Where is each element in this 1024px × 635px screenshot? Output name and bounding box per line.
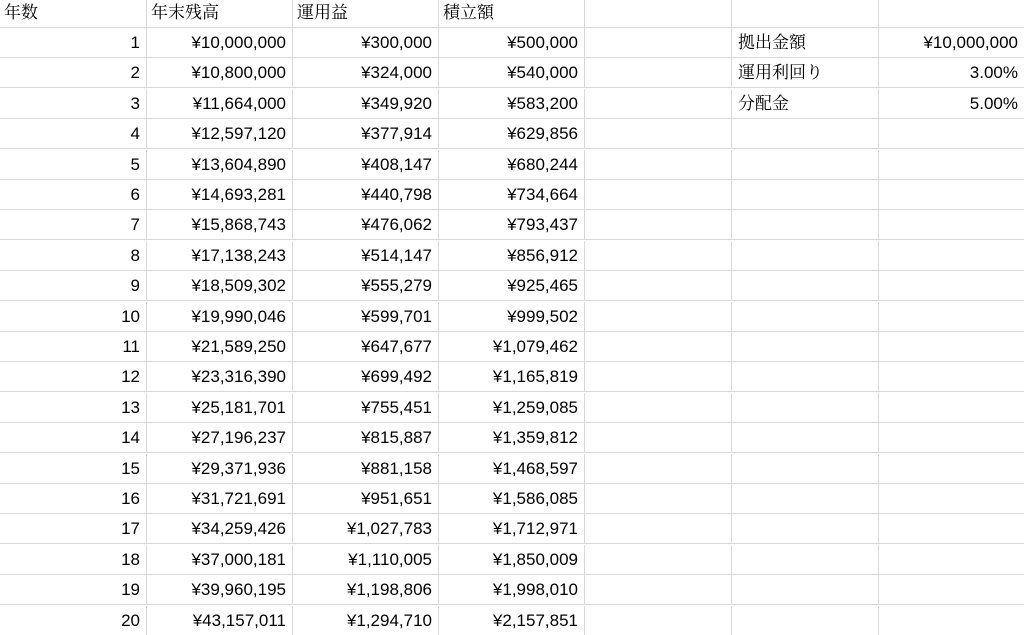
- empty-cell[interactable]: [732, 393, 879, 423]
- deposit-cell[interactable]: ¥540,000: [439, 58, 585, 88]
- gain-cell[interactable]: ¥324,000: [293, 58, 439, 88]
- empty-cell[interactable]: [585, 454, 732, 484]
- empty-cell[interactable]: [879, 606, 1024, 635]
- year-cell[interactable]: 17: [0, 514, 147, 544]
- empty-cell[interactable]: [585, 241, 732, 271]
- empty-cell[interactable]: [585, 180, 732, 210]
- gain-cell[interactable]: ¥599,701: [293, 302, 439, 332]
- table-row: [0, 241, 1024, 271]
- year-cell[interactable]: 16: [0, 484, 147, 514]
- balance-cell[interactable]: ¥10,000,000: [147, 28, 293, 58]
- header-cell-gain[interactable]: 運用益: [293, 0, 439, 28]
- year-cell[interactable]: 12: [0, 362, 147, 392]
- deposit-cell[interactable]: ¥629,856: [439, 119, 585, 149]
- empty-cell[interactable]: [732, 119, 879, 149]
- empty-cell[interactable]: [879, 514, 1024, 544]
- table-row: [0, 150, 1024, 180]
- year-cell[interactable]: 19: [0, 575, 147, 605]
- year-cell[interactable]: 20: [0, 606, 147, 635]
- table-row: [0, 210, 1024, 240]
- gain-cell[interactable]: ¥647,677: [293, 332, 439, 362]
- deposit-cell[interactable]: ¥680,244: [439, 150, 585, 180]
- empty-cell[interactable]: [732, 484, 879, 514]
- empty-cell[interactable]: [879, 180, 1024, 210]
- empty-cell[interactable]: [879, 119, 1024, 149]
- deposit-cell[interactable]: ¥925,465: [439, 271, 585, 301]
- year-cell[interactable]: 8: [0, 241, 147, 271]
- empty-cell[interactable]: [585, 89, 732, 119]
- table-row: [0, 362, 1024, 392]
- table-row: [0, 454, 1024, 484]
- empty-cell[interactable]: [879, 575, 1024, 605]
- gain-cell[interactable]: ¥699,492: [293, 362, 439, 392]
- deposit-cell[interactable]: ¥1,586,085: [439, 484, 585, 514]
- gain-cell[interactable]: ¥440,798: [293, 180, 439, 210]
- empty-cell[interactable]: [732, 180, 879, 210]
- balance-cell[interactable]: ¥21,589,250: [147, 332, 293, 362]
- balance-cell[interactable]: ¥43,157,011: [147, 606, 293, 635]
- header-cell-year[interactable]: 年数: [0, 0, 147, 28]
- balance-cell[interactable]: ¥31,721,691: [147, 484, 293, 514]
- deposit-cell[interactable]: ¥793,437: [439, 210, 585, 240]
- empty-cell[interactable]: [585, 393, 732, 423]
- balance-cell[interactable]: ¥19,990,046: [147, 302, 293, 332]
- balance-cell[interactable]: ¥39,960,195: [147, 575, 293, 605]
- year-cell[interactable]: 4: [0, 119, 147, 149]
- empty-cell[interactable]: [732, 362, 879, 392]
- gain-cell[interactable]: ¥1,110,005: [293, 545, 439, 575]
- empty-cell[interactable]: [732, 0, 879, 28]
- empty-cell[interactable]: [879, 241, 1024, 271]
- table-row: [0, 575, 1024, 605]
- header-row: [0, 0, 1024, 28]
- empty-cell[interactable]: [585, 575, 732, 605]
- gain-cell[interactable]: ¥377,914: [293, 119, 439, 149]
- table-row: [0, 271, 1024, 301]
- empty-cell[interactable]: [732, 545, 879, 575]
- balance-cell[interactable]: ¥29,371,936: [147, 454, 293, 484]
- deposit-cell[interactable]: ¥583,200: [439, 89, 585, 119]
- empty-cell[interactable]: [732, 606, 879, 635]
- gain-cell[interactable]: ¥951,651: [293, 484, 439, 514]
- gain-cell[interactable]: ¥881,158: [293, 454, 439, 484]
- gain-cell[interactable]: ¥300,000: [293, 28, 439, 58]
- empty-cell[interactable]: [732, 271, 879, 301]
- empty-cell[interactable]: [585, 271, 732, 301]
- table-row: [0, 484, 1024, 514]
- year-cell[interactable]: 11: [0, 332, 147, 362]
- year-cell[interactable]: 18: [0, 545, 147, 575]
- deposit-cell[interactable]: ¥1,850,009: [439, 545, 585, 575]
- param-value-cell[interactable]: 3.00%: [879, 58, 1024, 88]
- balance-cell[interactable]: ¥12,597,120: [147, 119, 293, 149]
- deposit-cell[interactable]: ¥999,502: [439, 302, 585, 332]
- table-row: [0, 393, 1024, 423]
- empty-cell[interactable]: [585, 210, 732, 240]
- gain-cell[interactable]: ¥349,920: [293, 89, 439, 119]
- balance-cell[interactable]: ¥10,800,000: [147, 58, 293, 88]
- year-cell[interactable]: 15: [0, 454, 147, 484]
- header-cell-deposit[interactable]: 積立額: [439, 0, 585, 28]
- balance-cell[interactable]: ¥23,316,390: [147, 362, 293, 392]
- deposit-cell[interactable]: ¥1,712,971: [439, 514, 585, 544]
- year-cell[interactable]: 7: [0, 210, 147, 240]
- deposit-cell[interactable]: ¥1,259,085: [439, 393, 585, 423]
- deposit-cell[interactable]: ¥856,912: [439, 241, 585, 271]
- deposit-cell[interactable]: ¥1,359,812: [439, 423, 585, 453]
- empty-cell[interactable]: [879, 302, 1024, 332]
- deposit-cell[interactable]: ¥1,998,010: [439, 575, 585, 605]
- param-label-cell[interactable]: 分配金: [732, 89, 879, 119]
- empty-cell[interactable]: [879, 393, 1024, 423]
- empty-cell[interactable]: [879, 210, 1024, 240]
- deposit-cell[interactable]: ¥500,000: [439, 28, 585, 58]
- table-row: [0, 514, 1024, 544]
- empty-cell[interactable]: [732, 514, 879, 544]
- table-row: [0, 58, 1024, 88]
- empty-cell[interactable]: [879, 545, 1024, 575]
- empty-cell[interactable]: [585, 514, 732, 544]
- empty-cell[interactable]: [585, 484, 732, 514]
- empty-cell[interactable]: [879, 332, 1024, 362]
- balance-cell[interactable]: ¥37,000,181: [147, 545, 293, 575]
- table-row: [0, 180, 1024, 210]
- empty-cell[interactable]: [732, 454, 879, 484]
- deposit-cell[interactable]: ¥2,157,851: [439, 606, 585, 635]
- empty-cell[interactable]: [879, 454, 1024, 484]
- param-label-cell[interactable]: 拠出金額: [732, 28, 879, 58]
- gain-cell[interactable]: ¥555,279: [293, 271, 439, 301]
- empty-cell[interactable]: [732, 332, 879, 362]
- empty-cell[interactable]: [585, 28, 732, 58]
- empty-cell[interactable]: [732, 210, 879, 240]
- empty-cell[interactable]: [585, 606, 732, 635]
- deposit-cell[interactable]: ¥1,468,597: [439, 454, 585, 484]
- balance-cell[interactable]: ¥25,181,701: [147, 393, 293, 423]
- gain-cell[interactable]: ¥408,147: [293, 150, 439, 180]
- table-row: [0, 302, 1024, 332]
- empty-cell[interactable]: [732, 423, 879, 453]
- table-row: [0, 332, 1024, 362]
- empty-cell[interactable]: [585, 332, 732, 362]
- empty-cell[interactable]: [585, 423, 732, 453]
- empty-cell[interactable]: [732, 575, 879, 605]
- gain-cell[interactable]: ¥1,198,806: [293, 575, 439, 605]
- year-cell[interactable]: 1: [0, 28, 147, 58]
- empty-cell[interactable]: [585, 58, 732, 88]
- empty-cell[interactable]: [879, 150, 1024, 180]
- gain-cell[interactable]: ¥755,451: [293, 393, 439, 423]
- empty-cell[interactable]: [585, 0, 732, 28]
- year-cell[interactable]: 14: [0, 423, 147, 453]
- deposit-cell[interactable]: ¥734,664: [439, 180, 585, 210]
- balance-cell[interactable]: ¥17,138,243: [147, 241, 293, 271]
- empty-cell[interactable]: [585, 150, 732, 180]
- gain-cell[interactable]: ¥1,294,710: [293, 606, 439, 635]
- empty-cell[interactable]: [585, 119, 732, 149]
- year-cell[interactable]: 3: [0, 89, 147, 119]
- header-cell-balance[interactable]: 年末残高: [147, 0, 293, 28]
- year-cell[interactable]: 6: [0, 180, 147, 210]
- gain-cell[interactable]: ¥476,062: [293, 210, 439, 240]
- deposit-cell[interactable]: ¥1,079,462: [439, 332, 585, 362]
- table-row: [0, 606, 1024, 635]
- gain-cell[interactable]: ¥514,147: [293, 241, 439, 271]
- empty-cell[interactable]: [879, 423, 1024, 453]
- table-row: [0, 423, 1024, 453]
- balance-cell[interactable]: ¥18,509,302: [147, 271, 293, 301]
- year-cell[interactable]: 9: [0, 271, 147, 301]
- balance-cell[interactable]: ¥27,196,237: [147, 423, 293, 453]
- empty-cell[interactable]: [732, 150, 879, 180]
- balance-cell[interactable]: ¥11,664,000: [147, 89, 293, 119]
- balance-cell[interactable]: ¥14,693,281: [147, 180, 293, 210]
- year-cell[interactable]: 13: [0, 393, 147, 423]
- empty-cell[interactable]: [732, 302, 879, 332]
- table-row: [0, 119, 1024, 149]
- param-label-cell[interactable]: 運用利回り: [732, 58, 879, 88]
- table-row: [0, 89, 1024, 119]
- empty-cell[interactable]: [585, 362, 732, 392]
- param-value-cell[interactable]: ¥10,000,000: [879, 28, 1024, 58]
- balance-cell[interactable]: ¥34,259,426: [147, 514, 293, 544]
- year-cell[interactable]: 5: [0, 150, 147, 180]
- empty-cell[interactable]: [879, 271, 1024, 301]
- empty-cell[interactable]: [585, 545, 732, 575]
- year-cell[interactable]: 2: [0, 58, 147, 88]
- empty-cell[interactable]: [732, 241, 879, 271]
- empty-cell[interactable]: [879, 0, 1024, 28]
- gain-cell[interactable]: ¥815,887: [293, 423, 439, 453]
- year-cell[interactable]: 10: [0, 302, 147, 332]
- param-value-cell[interactable]: 5.00%: [879, 89, 1024, 119]
- balance-cell[interactable]: ¥13,604,890: [147, 150, 293, 180]
- table-row: [0, 545, 1024, 575]
- empty-cell[interactable]: [585, 302, 732, 332]
- gain-cell[interactable]: ¥1,027,783: [293, 514, 439, 544]
- deposit-cell[interactable]: ¥1,165,819: [439, 362, 585, 392]
- empty-cell[interactable]: [879, 362, 1024, 392]
- balance-cell[interactable]: ¥15,868,743: [147, 210, 293, 240]
- empty-cell[interactable]: [879, 484, 1024, 514]
- table-row: [0, 28, 1024, 58]
